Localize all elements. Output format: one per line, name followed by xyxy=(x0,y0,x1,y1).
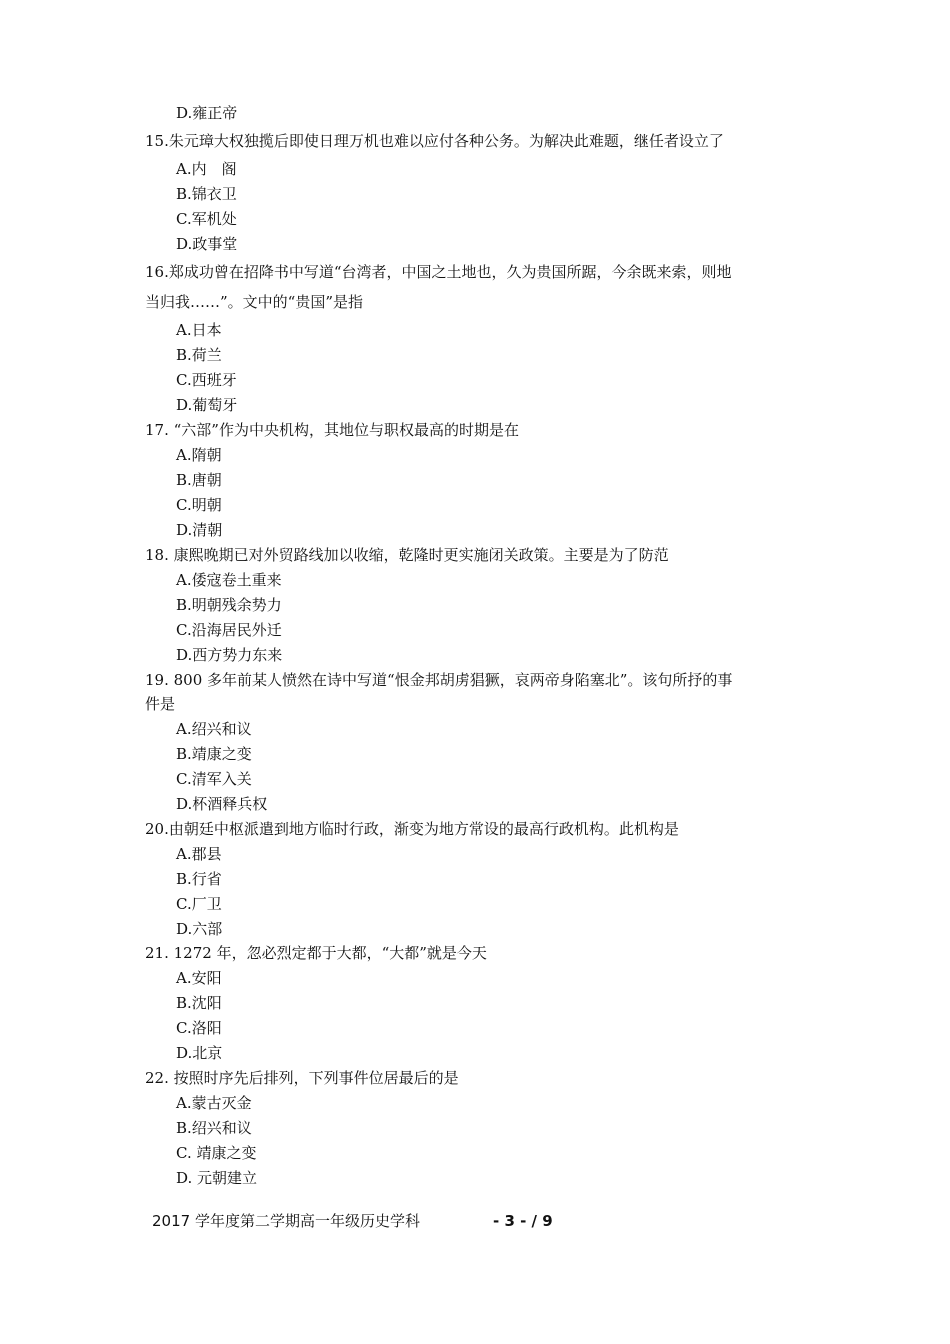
option-d-q14: D.雍正帝 xyxy=(176,104,238,122)
option-d-q22: D. 元朝建立 xyxy=(176,1169,258,1187)
option-c-q21: C.洛阳 xyxy=(176,1019,222,1037)
question-20-stem: 20.由朝廷中枢派遣到地方临时行政，渐变为地方常设的最高行政机构。此机构是 xyxy=(145,820,679,838)
option-d-q18: D.西方势力东来 xyxy=(176,646,283,664)
question-19-stem-line1: 19. 800 多年前某人愤然在诗中写道“恨金邦胡虏猖獗，哀两帝身陷塞北”。该句所抒的事 xyxy=(145,671,733,689)
option-a-q21: A.安阳 xyxy=(176,969,222,987)
option-b-q22: B.绍兴和议 xyxy=(176,1119,252,1137)
option-d-q19: D.杯酒释兵权 xyxy=(176,795,268,813)
option-a-q20: A.郡县 xyxy=(176,845,222,863)
option-d-q20: D.六部 xyxy=(176,920,223,938)
option-b-q15: B.锦衣卫 xyxy=(176,185,237,203)
question-16-stem-line1: 16.郑成功曾在招降书中写道“台湾者，中国之土地也，久为贵国所踞，今余既来索，则地 xyxy=(145,263,732,281)
question-18-stem: 18. 康熙晚期已对外贸路线加以收缩，乾隆时更实施闭关政策。主要是为了防范 xyxy=(145,546,669,564)
option-c-q22: C. 靖康之变 xyxy=(176,1144,257,1162)
option-a-q16: A.日本 xyxy=(176,321,222,339)
option-c-q17: C.明朝 xyxy=(176,496,222,514)
question-16-stem-line2: 当归我……”。文中的“贵国”是指 xyxy=(145,293,364,311)
option-a-q18: A.倭寇卷土重来 xyxy=(176,571,282,589)
option-b-q19: B.靖康之变 xyxy=(176,745,252,763)
option-a-q15: A.内 阁 xyxy=(176,160,237,178)
question-15-stem: 15.朱元璋大权独揽后即使日理万机也难以应付各种公务。为解决此难题，继任者设立了 xyxy=(145,132,724,150)
option-c-q15: C.军机处 xyxy=(176,210,237,228)
question-17-stem: 17. “六部”作为中央机构，其地位与职权最高的时期是在 xyxy=(145,421,519,439)
option-b-q16: B.荷兰 xyxy=(176,346,222,364)
footer-page-number: - 3 - / 9 xyxy=(493,1212,553,1230)
question-22-stem: 22. 按照时序先后排列，下列事件位居最后的是 xyxy=(145,1069,459,1087)
question-19-stem-line2: 件是 xyxy=(145,695,176,713)
option-d-q16: D.葡萄牙 xyxy=(176,396,238,414)
option-d-q17: D.清朝 xyxy=(176,521,223,539)
option-b-q20: B.行省 xyxy=(176,870,222,888)
option-a-q17: A.隋朝 xyxy=(176,446,222,464)
option-a-q22: A.蒙古灭金 xyxy=(176,1094,252,1112)
option-a-q19: A.绍兴和议 xyxy=(176,720,252,738)
option-b-q21: B.沈阳 xyxy=(176,994,222,1012)
option-b-q17: B.唐朝 xyxy=(176,471,222,489)
option-c-q20: C.厂卫 xyxy=(176,895,222,913)
option-c-q16: C.西班牙 xyxy=(176,371,237,389)
question-21-stem: 21. 1272 年，忽必烈定都于大都，“大都”就是今天 xyxy=(145,944,487,962)
option-d-q15: D.政事堂 xyxy=(176,235,238,253)
option-c-q19: C.清军入关 xyxy=(176,770,252,788)
option-d-q21: D.北京 xyxy=(176,1044,223,1062)
footer-title: 2017 学年度第二学期高一年级历史学科 xyxy=(152,1212,420,1230)
option-b-q18: B.明朝残余势力 xyxy=(176,596,282,614)
option-c-q18: C.沿海居民外迁 xyxy=(176,621,282,639)
